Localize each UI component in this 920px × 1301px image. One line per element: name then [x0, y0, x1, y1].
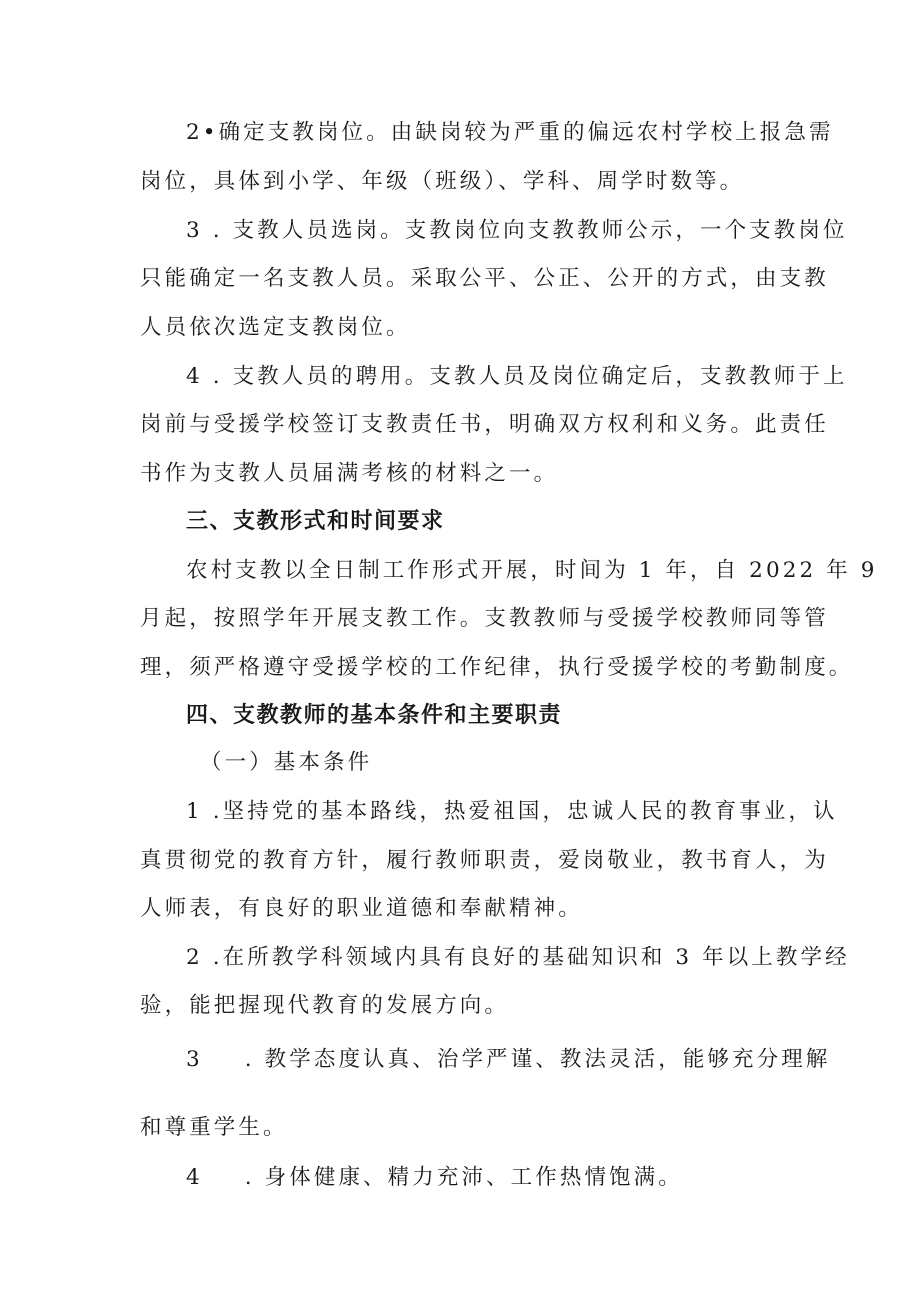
- item-number: 3: [186, 1047, 203, 1072]
- paragraph-line: 2 .在所教学科领域内具有良好的基础知识和 3 年以上教学经: [186, 945, 850, 970]
- item-text: . 教学态度认真、治学严谨、教法灵活，能够充分理解: [244, 1047, 831, 1072]
- paragraph-line: 4 . 支教人员的聘用。支教人员及岗位确定后，支教教师于上: [186, 364, 848, 389]
- paragraph-line: 岗前与受援学校签订支教责任书，明确双方权利和义务。此责任: [140, 412, 829, 437]
- section-heading: 三、支教形式和时间要求: [186, 509, 445, 534]
- paragraph-line: 真贯彻党的教育方针，履行教师职责，爱岗敬业，教书育人，为: [140, 848, 829, 873]
- paragraph-line: 只能确定一名支教人员。采取公平、公正、公开的方式，由支教: [140, 266, 829, 291]
- paragraph-line: [186, 1163, 683, 1193]
- paragraph-line: 3 . 支教人员选岗。支教岗位向支教教师公示，一个支教岗位: [186, 218, 848, 243]
- paragraph-line: 和尊重学生。: [140, 1115, 288, 1140]
- paragraph-line: 月起，按照学年开展支教工作。支教教师与受援学校教师同等管: [140, 606, 829, 631]
- paragraph-line: 2•确定支教岗位。由缺岗较为严重的偏远农村学校上报急需: [186, 120, 834, 145]
- subsection-heading: （一）基本条件: [200, 750, 373, 775]
- paragraph-line: 人员依次选定支教岗位。: [140, 315, 411, 340]
- paragraph-line: 1 .坚持党的基本路线，热爱祖国，忠诚人民的教育事业，认: [186, 799, 838, 824]
- paragraph-line: 书作为支教人员届满考核的材料之一。: [140, 461, 559, 486]
- paragraph-line: 验，能把握现代教育的发展方向。: [140, 993, 510, 1018]
- paragraph-line: 农村支教以全日制工作形式开展，时间为 1 年，自 2022 年 9: [186, 558, 878, 583]
- paragraph-line: 理，须严格遵守受援学校的工作纪律，执行受援学校的考勤制度。: [140, 655, 854, 680]
- paragraph-line: 人师表，有良好的职业道德和奉献精神。: [140, 896, 583, 921]
- item-number: 4: [186, 1165, 203, 1190]
- item-text: . 身体健康、精力充沛、工作热情饱满。: [244, 1165, 683, 1190]
- section-heading: 四、支教教师的基本条件和主要职责: [186, 703, 563, 728]
- paragraph-line: 岗位，具体到小学、年级（班级）、学科、周学时数等。: [140, 169, 745, 194]
- paragraph-line: [186, 1045, 830, 1075]
